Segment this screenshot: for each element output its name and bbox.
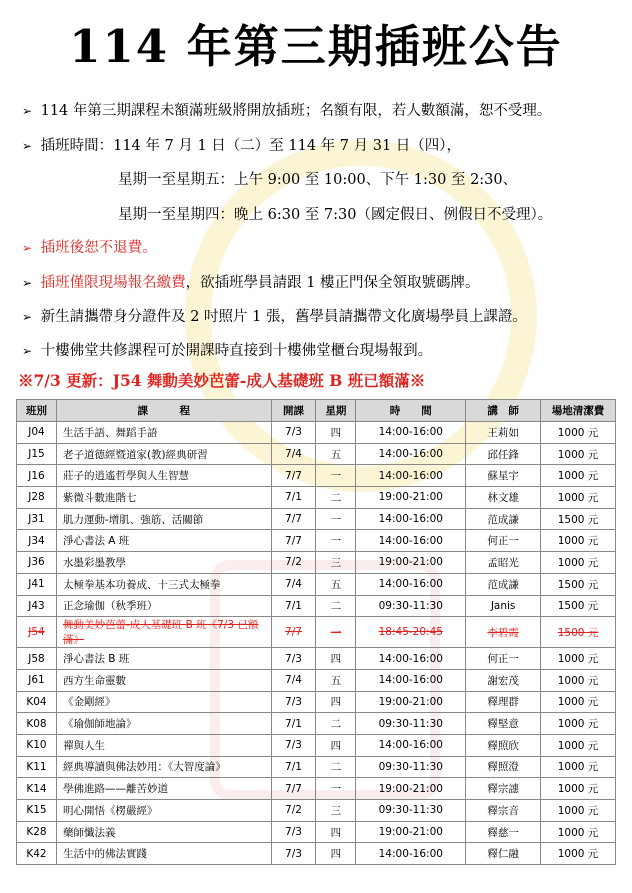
table-row	[17, 573, 616, 595]
cell-start: 7/2	[271, 552, 316, 574]
cell-class: K42	[17, 843, 57, 865]
cell-weekday: 二	[316, 713, 356, 735]
cell-fee: 1000 元	[541, 734, 616, 756]
update-notice: ※7/3 更新：J54 舞動美妙芭蕾-成人基礎班 B 班已額滿※	[18, 371, 426, 390]
cell-class: J34	[17, 530, 57, 552]
cell-teacher: 林文雄	[466, 487, 541, 509]
cell-course: 水墨彩墨教學	[56, 552, 271, 574]
cell-class: K28	[17, 821, 57, 843]
cell-weekday: 三	[316, 800, 356, 822]
cell-weekday: 一	[316, 530, 356, 552]
cell-weekday: 三	[316, 552, 356, 574]
cell-time: 14:00-16:00	[356, 465, 466, 487]
cell-course: 淨心書法 B 班	[56, 648, 271, 670]
cell-class: J54	[17, 617, 57, 648]
cell-time: 09:30-11:30	[356, 595, 466, 617]
table-row	[17, 713, 616, 735]
cell-teacher: 蘇星宇	[466, 465, 541, 487]
cell-start: 7/4	[271, 443, 316, 465]
cell-class: K10	[17, 734, 57, 756]
cell-time: 14:00-16:00	[356, 508, 466, 530]
cell-fee: 1000 元	[541, 443, 616, 465]
cell-course: 西方生命靈數	[56, 669, 271, 691]
cell-fee: 1000 元	[541, 800, 616, 822]
notice-item-2: ➢ 插班時間：114 年 7 月 1 日（二）至 114 年 7 月 31 日（四），	[22, 138, 462, 154]
cell-teacher: 釋仁融	[466, 843, 541, 865]
cell-class: K04	[17, 691, 57, 713]
cell-weekday: 二	[316, 756, 356, 778]
cell-fee: 1000 元	[541, 756, 616, 778]
cell-time: 14:00-16:00	[356, 573, 466, 595]
cell-weekday: 一	[316, 617, 356, 648]
cell-course: 淨心書法 A 班	[56, 530, 271, 552]
cell-weekday: 一	[316, 778, 356, 800]
col-start: 開課	[271, 400, 316, 422]
arrow-bullet-icon: ➢	[22, 276, 33, 290]
page-title: 114 年第三期插班公告	[69, 20, 563, 73]
cell-start: 7/3	[271, 648, 316, 670]
cell-course: 生活中的佛法實踐	[56, 843, 271, 865]
cell-class: J41	[17, 573, 57, 595]
table-row	[17, 669, 616, 691]
cell-time: 19:00-21:00	[356, 691, 466, 713]
schedule-evening: 星期一至星期四：晚上 6:30 至 7:30（國定假日、例假日不受理）。	[118, 207, 553, 223]
cell-start: 7/7	[271, 617, 316, 648]
cell-weekday: 二	[316, 595, 356, 617]
cell-start: 7/2	[271, 800, 316, 822]
cell-weekday: 五	[316, 573, 356, 595]
schedule-weekday: 星期一至星期五：上午 9:00 至 10:00、下午 1:30 至 2:30、	[118, 172, 518, 188]
cell-weekday: 一	[316, 465, 356, 487]
cell-fee: 1000 元	[541, 843, 616, 865]
cell-fee: 1500 元	[541, 595, 616, 617]
cell-start: 7/3	[271, 843, 316, 865]
table-row	[17, 648, 616, 670]
cell-time: 19:00-21:00	[356, 778, 466, 800]
cell-time: 14:00-16:00	[356, 734, 466, 756]
cell-weekday: 四	[316, 422, 356, 444]
table-row	[17, 843, 616, 865]
cell-weekday: 二	[316, 487, 356, 509]
course-table	[16, 399, 616, 865]
cell-time: 14:00-16:00	[356, 669, 466, 691]
table-row	[17, 800, 616, 822]
cell-class: K08	[17, 713, 57, 735]
cell-class: J36	[17, 552, 57, 574]
cell-fee: 1000 元	[541, 669, 616, 691]
cell-start: 7/7	[271, 508, 316, 530]
cell-start: 7/1	[271, 756, 316, 778]
table-row	[17, 734, 616, 756]
cell-teacher: 范成謙	[466, 508, 541, 530]
cell-teacher: Janis	[466, 595, 541, 617]
table-row	[17, 691, 616, 713]
cell-teacher: 釋宗音	[466, 800, 541, 822]
arrow-bullet-icon: ➢	[22, 344, 33, 358]
cell-class: K11	[17, 756, 57, 778]
cell-course: 學佛進路——離苦妙道	[56, 778, 271, 800]
table-row	[17, 487, 616, 509]
cell-fee: 1000 元	[541, 465, 616, 487]
cell-teacher: 謝宏茂	[466, 669, 541, 691]
cell-start: 7/7	[271, 778, 316, 800]
cell-time: 14:00-16:00	[356, 843, 466, 865]
cell-fee: 1500 元	[541, 617, 616, 648]
cell-start: 7/3	[271, 734, 316, 756]
cell-course: 肌力運動-增肌、強筋、活關節	[56, 508, 271, 530]
cell-time: 18:45-20:45	[356, 617, 466, 648]
cell-time: 09:30-11:30	[356, 713, 466, 735]
col-class: 班別	[17, 400, 57, 422]
cell-class: K15	[17, 800, 57, 822]
cell-start: 7/1	[271, 713, 316, 735]
cell-time: 14:00-16:00	[356, 530, 466, 552]
cell-start: 7/7	[271, 465, 316, 487]
cell-weekday: 一	[316, 508, 356, 530]
cell-fee: 1000 元	[541, 422, 616, 444]
cell-class: J58	[17, 648, 57, 670]
cell-teacher: 王莉如	[466, 422, 541, 444]
cell-time: 09:30-11:30	[356, 756, 466, 778]
cell-time: 14:00-16:00	[356, 648, 466, 670]
cell-fee: 1000 元	[541, 552, 616, 574]
cell-class: J43	[17, 595, 57, 617]
cell-teacher: 范成謙	[466, 573, 541, 595]
cell-course: 太極拳基本功養成、十三式太極拳	[56, 573, 271, 595]
cell-fee: 1000 元	[541, 691, 616, 713]
cell-teacher: 釋堅意	[466, 713, 541, 735]
cell-course: 正念瑜伽（秋季班）	[56, 595, 271, 617]
cell-class: J28	[17, 487, 57, 509]
table-row	[17, 617, 616, 648]
cell-teacher: 釋照澄	[466, 756, 541, 778]
cell-start: 7/4	[271, 669, 316, 691]
cell-time: 19:00-21:00	[356, 821, 466, 843]
notice-floor10: ➢ 十樓佛堂共修課程可於開課時直接到十樓佛堂櫃台現場報到。	[22, 343, 433, 359]
cell-time: 14:00-16:00	[356, 422, 466, 444]
cell-fee: 1000 元	[541, 821, 616, 843]
cell-teacher: 何正一	[466, 648, 541, 670]
cell-start: 7/1	[271, 595, 316, 617]
table-row	[17, 530, 616, 552]
cell-time: 19:00-21:00	[356, 552, 466, 574]
table-row	[17, 595, 616, 617]
cell-weekday: 四	[316, 691, 356, 713]
table-row	[17, 443, 616, 465]
table-row	[17, 756, 616, 778]
cell-class: K14	[17, 778, 57, 800]
cell-start: 7/3	[271, 422, 316, 444]
cell-course: 明心開悟《楞嚴經》	[56, 800, 271, 822]
table-row	[17, 778, 616, 800]
col-course: 課 程	[56, 400, 271, 422]
cell-fee: 1000 元	[541, 713, 616, 735]
notice-onsite: ➢ 插班僅限現場報名繳費，欲插班學員請跟 1 樓正門保全領取號碼牌。	[22, 275, 480, 291]
cell-weekday: 四	[316, 648, 356, 670]
cell-course: 《瑜伽師地論》	[56, 713, 271, 735]
cell-start: 7/3	[271, 821, 316, 843]
cell-weekday: 五	[316, 443, 356, 465]
cell-teacher: 釋照欣	[466, 734, 541, 756]
cell-fee: 1500 元	[541, 508, 616, 530]
table-header-row	[17, 400, 616, 422]
cell-course: 藥師懺法義	[56, 821, 271, 843]
cell-course: 紫微斗數進階七	[56, 487, 271, 509]
notice-new-students: ➢ 新生請攜帶身分證件及 2 吋照片 1 張，舊學員請攜帶文化廣場學員上課證。	[22, 309, 527, 325]
table-row	[17, 465, 616, 487]
cell-teacher: 李碧霞	[466, 617, 541, 648]
col-teacher: 講 師	[466, 400, 541, 422]
cell-course: 莊子的逍遙哲學與人生智慧	[56, 465, 271, 487]
cell-class: J16	[17, 465, 57, 487]
cell-course: 《金剛經》	[56, 691, 271, 713]
cell-course: 生活手語、舞蹈手語	[56, 422, 271, 444]
cell-start: 7/3	[271, 691, 316, 713]
col-time: 時 間	[356, 400, 466, 422]
arrow-bullet-icon: ➢	[22, 310, 33, 324]
cell-weekday: 四	[316, 843, 356, 865]
cell-start: 7/1	[271, 487, 316, 509]
cell-course: 經典導讀與佛法妙用：《大智度論》	[56, 756, 271, 778]
cell-weekday: 五	[316, 669, 356, 691]
notice-no-refund: ➢ 插班後恕不退費。	[22, 240, 157, 256]
cell-start: 7/4	[271, 573, 316, 595]
cell-class: J04	[17, 422, 57, 444]
cell-fee: 1000 元	[541, 778, 616, 800]
table-row	[17, 552, 616, 574]
col-fee: 場地清潔費	[541, 400, 616, 422]
cell-fee: 1500 元	[541, 573, 616, 595]
arrow-bullet-icon: ➢	[22, 241, 33, 255]
cell-teacher: 何正一	[466, 530, 541, 552]
cell-fee: 1000 元	[541, 487, 616, 509]
cell-time: 19:00-21:00	[356, 487, 466, 509]
cell-course: 禪與人生	[56, 734, 271, 756]
cell-fee: 1000 元	[541, 648, 616, 670]
cell-fee: 1000 元	[541, 530, 616, 552]
cell-weekday: 四	[316, 734, 356, 756]
cell-teacher: 釋慈一	[466, 821, 541, 843]
cell-time: 09:30-11:30	[356, 800, 466, 822]
cell-class: J15	[17, 443, 57, 465]
arrow-bullet-icon: ➢	[22, 104, 33, 118]
cell-teacher: 釋理群	[466, 691, 541, 713]
cell-class: J31	[17, 508, 57, 530]
notice-item-1: ➢ 114 年第三期課程未額滿班級將開放插班；名額有限，若人數額滿，恕不受理。	[22, 103, 552, 119]
table-row	[17, 821, 616, 843]
table-row	[17, 422, 616, 444]
cell-teacher: 孟昭光	[466, 552, 541, 574]
cell-weekday: 四	[316, 821, 356, 843]
cell-teacher: 釋宗譓	[466, 778, 541, 800]
cell-course: 舞動美妙芭蕾-成人基礎班 B 班《7/3 已額滿》	[56, 617, 271, 648]
cell-teacher: 邱任鋒	[466, 443, 541, 465]
cell-class: J61	[17, 669, 57, 691]
col-weekday: 星期	[316, 400, 356, 422]
cell-course: 老子道德經暨道家(教)經典研習	[56, 443, 271, 465]
table-row	[17, 508, 616, 530]
cell-start: 7/7	[271, 530, 316, 552]
cell-time: 14:00-16:00	[356, 443, 466, 465]
arrow-bullet-icon: ➢	[22, 139, 33, 153]
